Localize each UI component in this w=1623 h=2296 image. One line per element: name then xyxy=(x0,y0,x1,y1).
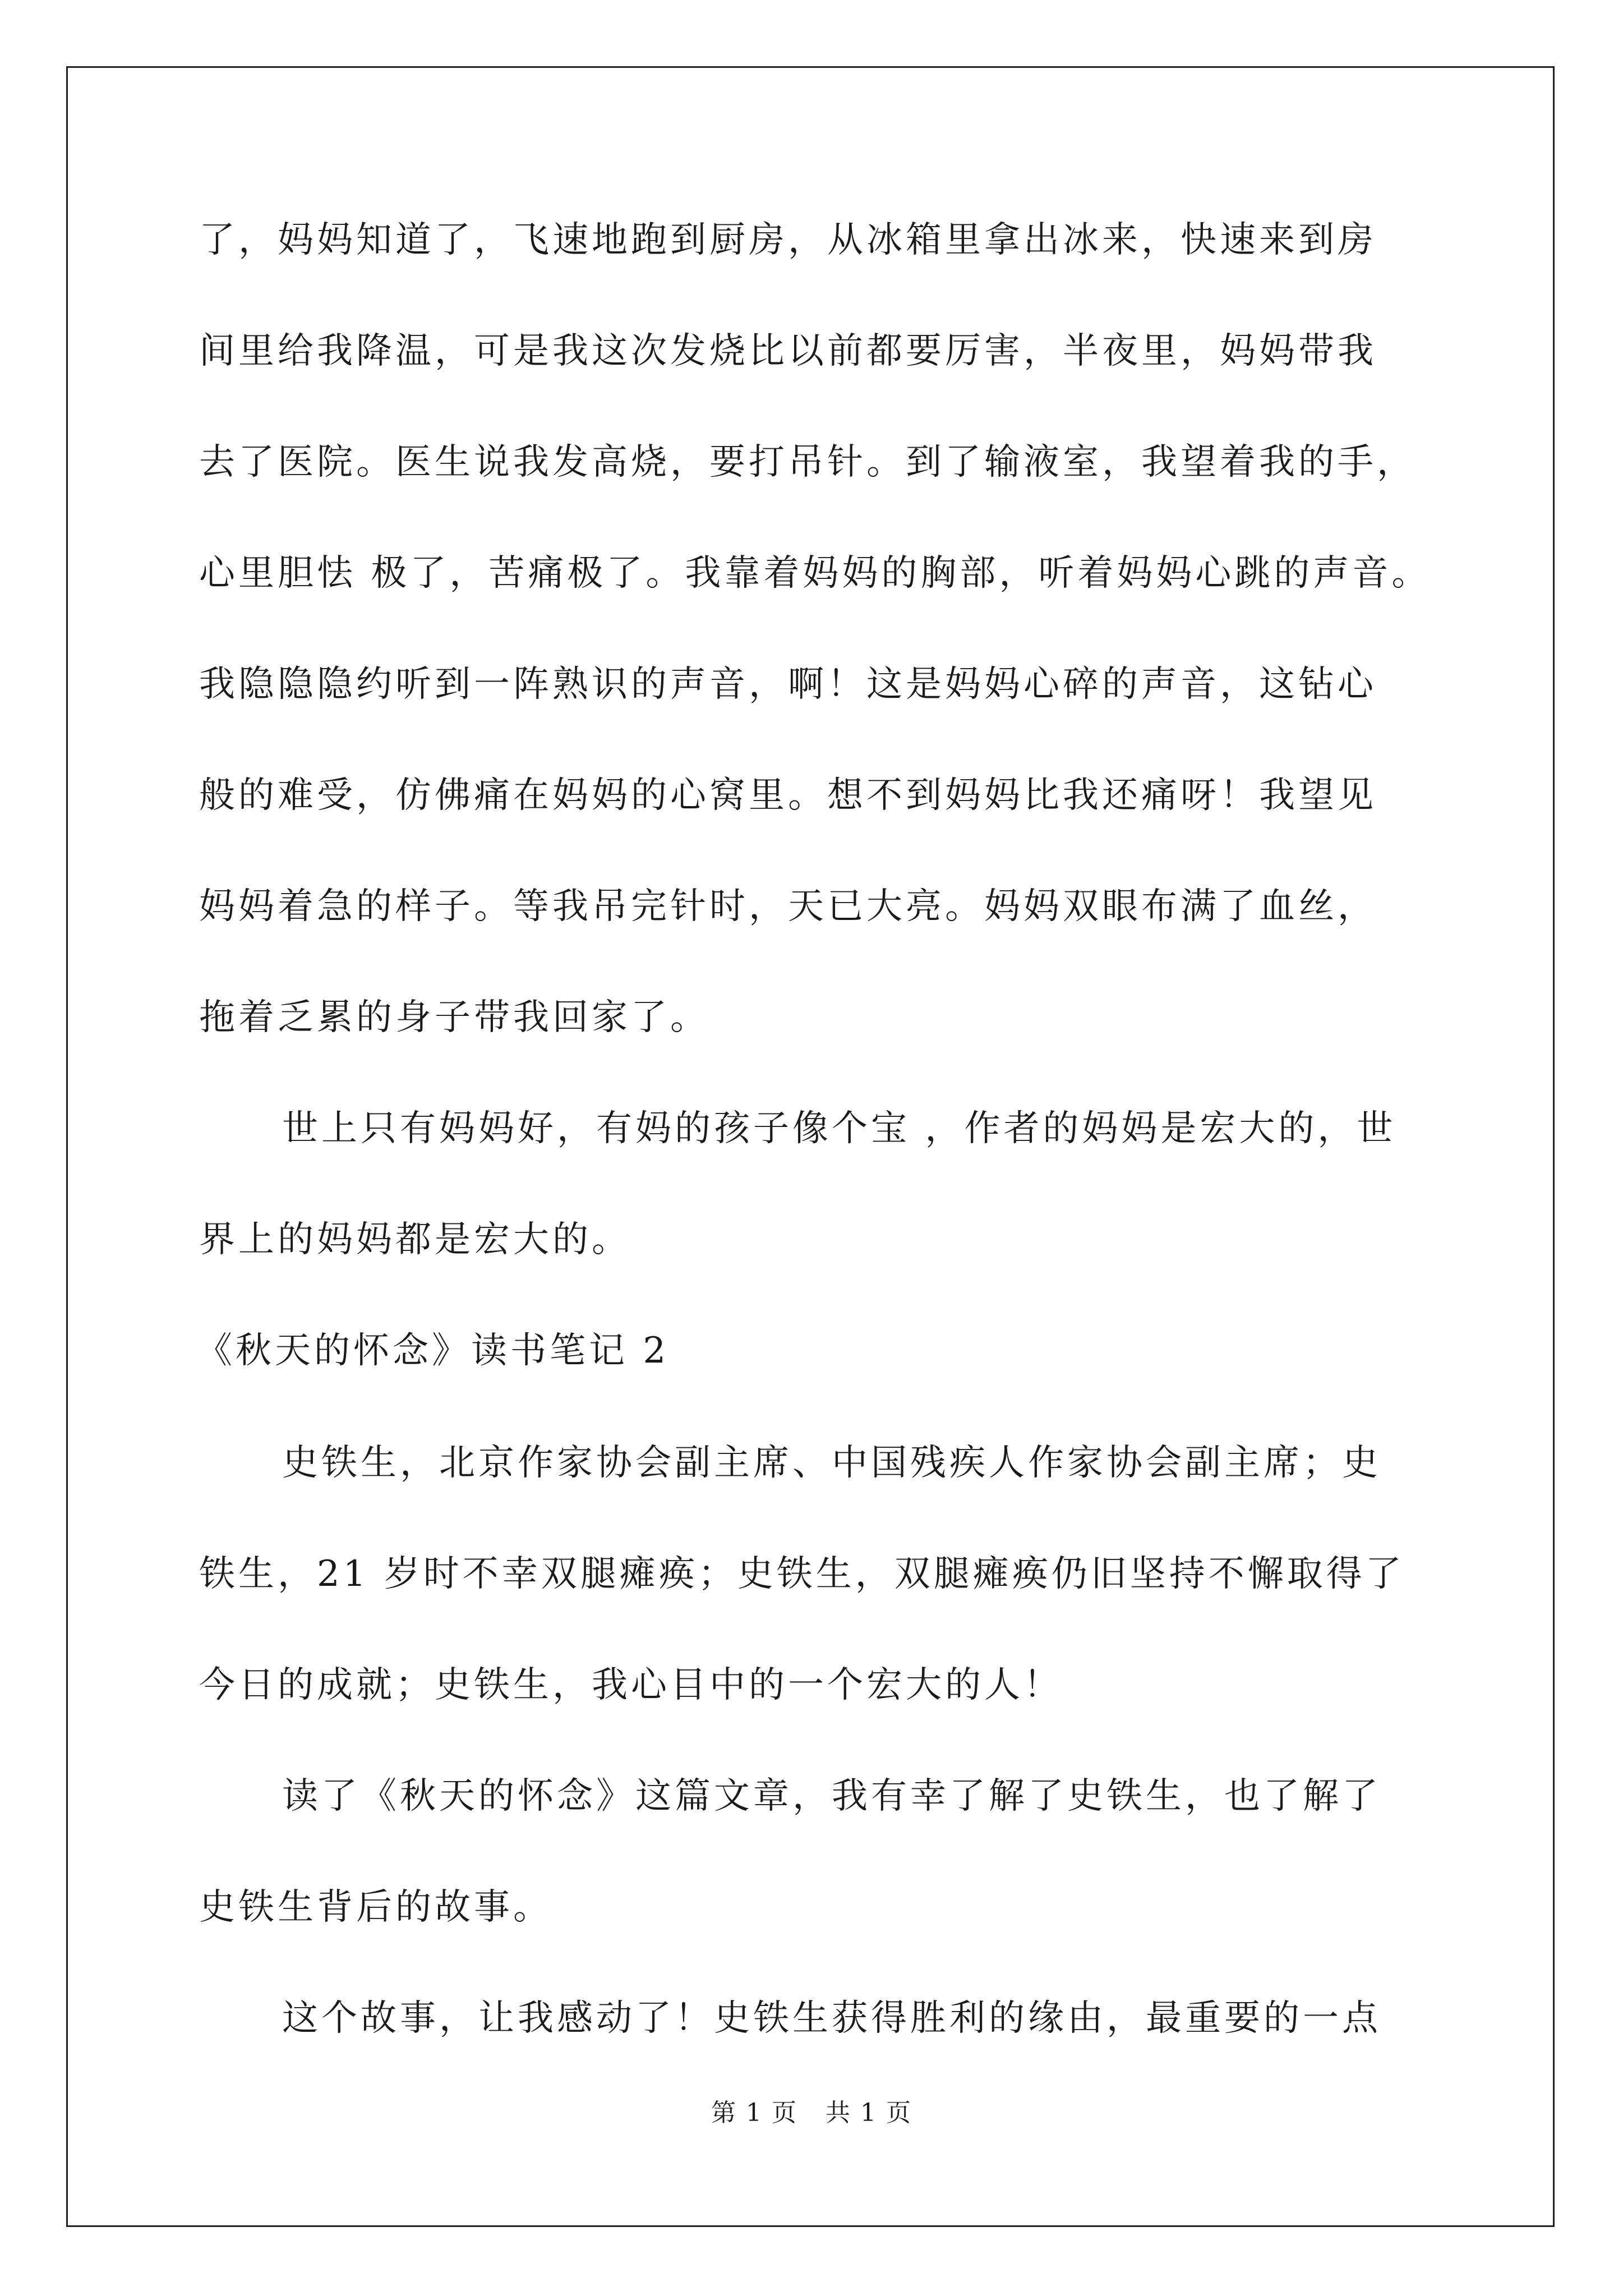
text-line-4: 心里胆怯 极了，苦痛极了。我靠着妈妈的胸部，听着妈妈心跳的声音。 xyxy=(199,553,1431,594)
section-heading: 《秋天的怀念》读书笔记 2 xyxy=(196,1330,670,1372)
text-line-10: 界上的妈妈都是宏大的。 xyxy=(199,1219,631,1260)
text-line-7: 妈妈着急的样子。等我吊完针时，天已大亮。妈妈双眼布满了血丝， xyxy=(199,886,1377,927)
text-line-9: 世上只有妈妈好，有妈的孩子像个宝 ，作者的妈妈是宏大的，世 xyxy=(282,1108,1396,1149)
text-line-2: 间里给我降温，可是我这次发烧比以前都要厉害，半夜里，妈妈带我 xyxy=(199,330,1377,372)
page-number-current: 第 1 页 xyxy=(711,2099,797,2127)
text-line-13: 铁生，21 岁时不幸双腿瘫痪；史铁生，双腿瘫痪仍旧坚持不懈取得了 xyxy=(199,1553,1405,1595)
text-line-15: 读了《秋天的怀念》这篇文章，我有幸了解了史铁生，也了解了 xyxy=(282,1775,1381,1817)
text-line-6: 般的难受，仿佛痛在妈妈的心窝里。想不到妈妈比我还痛呀！我望见 xyxy=(199,775,1377,816)
text-line-5: 我隐隐隐约听到一阵熟识的声音，啊！这是妈妈心碎的声音，这钻心 xyxy=(199,664,1377,705)
text-line-3: 去了医院。医生说我发高烧，要打吊针。到了输液室，我望着我的手， xyxy=(199,441,1416,483)
page-number-total: 共 1 页 xyxy=(826,2099,912,2127)
text-line-14: 今日的成就；史铁生，我心目中的一个宏大的人！ xyxy=(199,1664,1063,1706)
text-line-12: 史铁生，北京作家协会副主席、中国残疾人作家协会副主席；史 xyxy=(282,1442,1381,1484)
text-line-8: 拖着乏累的身子带我回家了。 xyxy=(199,997,709,1038)
text-line-1: 了，妈妈知道了，飞速地跑到厨房，从冰箱里拿出冰来，快速来到房 xyxy=(199,219,1377,261)
text-line-16: 史铁生背后的故事。 xyxy=(199,1887,552,1928)
page-footer xyxy=(0,2101,1623,2125)
text-line-17: 这个故事，让我感动了！史铁生获得胜利的缘由，最重要的一点 xyxy=(282,1998,1381,2039)
